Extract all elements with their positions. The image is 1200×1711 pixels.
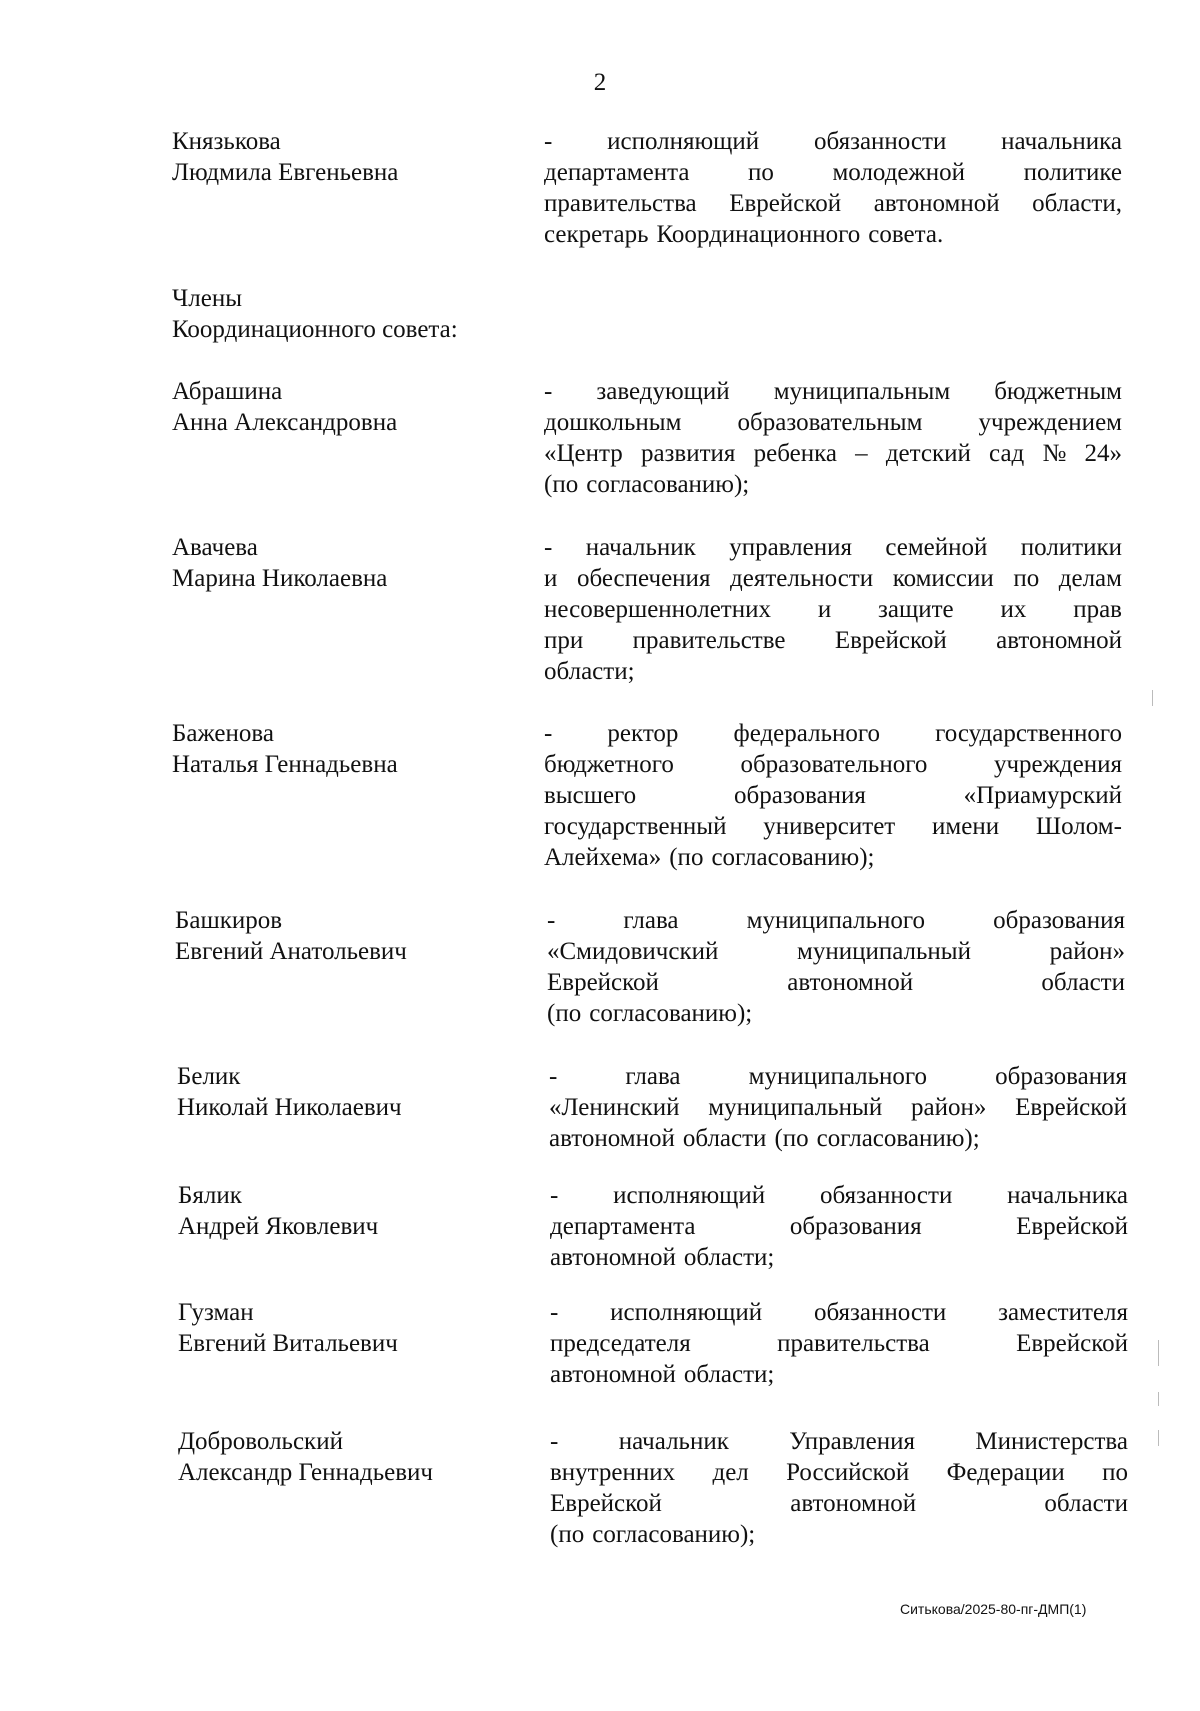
position-word: муниципальный (708, 1094, 883, 1121)
position-word: (по (550, 1521, 585, 1548)
position-word: образования (733, 782, 866, 809)
position-word: образовательного (740, 751, 928, 778)
position-word: области; (683, 1244, 775, 1271)
position-word: муниципального (746, 907, 926, 934)
position-word: и (817, 596, 832, 623)
position-word: 24» (1084, 440, 1122, 467)
position-word: председателя (550, 1330, 691, 1357)
position-word: области (1041, 969, 1125, 996)
position-word: государственный (544, 813, 727, 840)
position-word: обеспечения (576, 565, 711, 592)
member-position (544, 376, 1122, 500)
member-surname: Гузман (178, 1299, 254, 1326)
position-word: правительстве (632, 627, 786, 654)
position-word: Еврейской (1016, 1213, 1128, 1240)
position-line (544, 718, 1122, 749)
position-word: области; (683, 1361, 775, 1388)
position-word: - (544, 720, 553, 747)
position-line (544, 188, 1122, 219)
position-word: несовершеннолетних (544, 596, 771, 623)
position-word: заместителя (998, 1299, 1128, 1326)
position-word: обязанности (813, 128, 947, 155)
position-word: при (544, 627, 584, 654)
position-word: Министерства (975, 1428, 1128, 1455)
position-word: исполняющий (613, 1182, 766, 1209)
position-word: Еврейской (1016, 1330, 1128, 1357)
member-name (178, 1180, 378, 1242)
position-word: образования (789, 1213, 922, 1240)
position-line (544, 749, 1122, 780)
member-position (547, 905, 1125, 1029)
member-name (175, 905, 407, 967)
position-line (544, 469, 1122, 500)
member-position (544, 126, 1122, 250)
position-line (544, 157, 1122, 188)
scan-artifact (1158, 1340, 1159, 1366)
position-word: (по (547, 1000, 582, 1027)
position-word: дел (712, 1459, 749, 1486)
position-word: автономной (873, 190, 1000, 217)
member-position (544, 532, 1122, 687)
member-name (172, 376, 397, 438)
position-word: (по (544, 471, 579, 498)
position-word: согласованию); (592, 1521, 756, 1548)
position-word: политике (1023, 159, 1122, 186)
position-word: Алейхема» (544, 844, 662, 871)
position-line (550, 1242, 1128, 1273)
member-position (550, 1180, 1128, 1273)
member-given-names: Евгений Анатольевич (175, 938, 407, 965)
position-word: государственного (935, 720, 1122, 747)
position-word: - (550, 1182, 559, 1209)
member-surname: Князькова (172, 128, 281, 155)
position-word: совета. (868, 221, 944, 248)
position-word: район» (1049, 938, 1125, 965)
position-word: защите (878, 596, 954, 623)
position-word: департамента (550, 1213, 696, 1240)
position-word: начальника (1007, 1182, 1128, 1209)
position-word: бюджетным (994, 378, 1122, 405)
position-line (544, 594, 1122, 625)
member-surname: Башкиров (175, 907, 283, 934)
position-word: «Смидовичский (547, 938, 719, 965)
position-word: и (544, 565, 558, 592)
position-word: Еврейской (550, 1490, 662, 1517)
position-word: глава (625, 1063, 681, 1090)
position-word: имени (932, 813, 1000, 840)
position-word: заведующий (596, 378, 730, 405)
member-surname: Белик (177, 1063, 241, 1090)
position-word: Еврейской (547, 969, 659, 996)
position-line (549, 1123, 1127, 1154)
position-word: правительства (777, 1330, 930, 1357)
position-word: делам (1058, 565, 1122, 592)
position-word: семейной (885, 534, 988, 561)
position-word: образования (995, 1063, 1127, 1090)
member-position (544, 718, 1122, 873)
position-word: - (544, 534, 553, 561)
position-word: Федерации (946, 1459, 1065, 1486)
position-word: образовательным (737, 409, 923, 436)
position-word: муниципальным (773, 378, 951, 405)
document-code: Ситькова/2025-80-пг-ДМП(1) (900, 1601, 1087, 1617)
position-word: по (748, 159, 774, 186)
position-word: по (1102, 1459, 1128, 1486)
member-surname: Добровольский (178, 1428, 343, 1455)
position-line (547, 905, 1125, 936)
position-word: их (1000, 596, 1027, 623)
position-word: области; (544, 658, 635, 685)
position-line (550, 1519, 1128, 1550)
member-given-names: Александр Геннадьевич (178, 1459, 433, 1486)
position-word: муниципального (748, 1063, 928, 1090)
position-word: внутренних (550, 1459, 676, 1486)
position-word: начальник (585, 534, 696, 561)
position-word: ректор (607, 720, 679, 747)
position-word: обязанности (813, 1299, 947, 1326)
position-word: департамента (544, 159, 690, 186)
position-word: район» (910, 1094, 987, 1121)
position-word: начальник (618, 1428, 729, 1455)
position-line (544, 376, 1122, 407)
position-word: исполняющий (610, 1299, 763, 1326)
position-word: области (1044, 1490, 1128, 1517)
position-word: федерального (733, 720, 880, 747)
position-word: «Центр (544, 440, 623, 467)
position-word: - (550, 1299, 559, 1326)
position-word: прав (1073, 596, 1122, 623)
position-line (544, 438, 1122, 469)
member-position (550, 1297, 1128, 1390)
position-line (550, 1180, 1128, 1211)
member-name (178, 1426, 433, 1488)
member-position (550, 1426, 1128, 1550)
member-position (549, 1061, 1127, 1154)
position-line (549, 1092, 1127, 1123)
position-word: развития (640, 440, 736, 467)
members-heading (172, 283, 458, 345)
position-word: согласованию); (589, 1000, 753, 1027)
position-line (544, 532, 1122, 563)
position-word: ребенка (753, 440, 837, 467)
position-word: университет (763, 813, 896, 840)
page-number: 2 (593, 69, 607, 96)
position-word: - (547, 907, 556, 934)
position-word: обязанности (819, 1182, 953, 1209)
position-line (544, 219, 1122, 250)
position-word: учреждения (993, 751, 1122, 778)
position-word: бюджетного (544, 751, 674, 778)
position-word: – (855, 440, 868, 467)
position-line (550, 1359, 1128, 1390)
position-word: начальника (1001, 128, 1122, 155)
position-word: согласованию); (816, 1125, 980, 1152)
member-given-names: Людмила Евгеньевна (172, 159, 399, 186)
position-line (544, 126, 1122, 157)
position-word: автономной (550, 1244, 676, 1271)
members-heading-line: Члены (172, 285, 242, 312)
position-word: правительства (544, 190, 697, 217)
position-word: глава (623, 907, 679, 934)
position-line (544, 811, 1122, 842)
position-word: Еврейской (1015, 1094, 1127, 1121)
position-word: - (544, 128, 553, 155)
members-heading-line: Координационного совета: (172, 316, 458, 343)
position-word: дошкольным (544, 409, 682, 436)
position-word: области, (1032, 190, 1122, 217)
position-word: «Ленинский (549, 1094, 680, 1121)
member-surname: Баженова (172, 720, 274, 747)
member-name (177, 1061, 402, 1123)
position-word: автономной (787, 969, 914, 996)
position-line (547, 998, 1125, 1029)
member-given-names: Анна Александровна (172, 409, 398, 436)
position-word: комиссии (892, 565, 994, 592)
member-surname: Авачева (172, 534, 258, 561)
position-word: молодежной (832, 159, 966, 186)
member-surname: Бялик (178, 1182, 242, 1209)
position-line (544, 625, 1122, 656)
position-word: - (549, 1063, 558, 1090)
position-word: детский (885, 440, 971, 467)
member-given-names: Наталья Геннадьевна (172, 751, 398, 778)
member-given-names: Николай Николаевич (177, 1094, 402, 1121)
position-word: (по (669, 844, 704, 871)
position-line (550, 1297, 1128, 1328)
member-name (172, 126, 398, 188)
position-word: автономной (549, 1125, 675, 1152)
position-word: по (1013, 565, 1040, 592)
member-given-names: Евгений Витальевич (178, 1330, 398, 1357)
position-word: образования (993, 907, 1125, 934)
position-word: области (682, 1125, 767, 1152)
position-word: деятельности (730, 565, 874, 592)
position-word: - (544, 378, 553, 405)
position-word: Еврейской (729, 190, 842, 217)
member-surname: Абрашина (172, 378, 283, 405)
position-line (544, 563, 1122, 594)
position-word: учреждением (978, 409, 1122, 436)
position-word: высшего (544, 782, 637, 809)
position-word: Российской (786, 1459, 910, 1486)
position-line (547, 936, 1125, 967)
member-name (172, 718, 398, 780)
position-word: исполняющий (607, 128, 760, 155)
position-line (550, 1426, 1128, 1457)
position-word: - (550, 1428, 559, 1455)
position-word: согласованию); (711, 844, 875, 871)
position-word: Шолом- (1035, 813, 1122, 840)
position-word: муниципальный (797, 938, 971, 965)
member-name (178, 1297, 398, 1359)
scan-artifact (1158, 1430, 1159, 1446)
position-word: политики (1020, 534, 1122, 561)
position-word: «Приамурский (963, 782, 1122, 809)
position-word: Координационного (656, 221, 861, 248)
member-given-names: Марина Николаевна (172, 565, 388, 592)
scan-artifact (1158, 1392, 1159, 1406)
position-word: сад (989, 440, 1025, 467)
position-word: Управления (789, 1428, 916, 1455)
scan-artifact (1152, 690, 1153, 706)
member-name (172, 532, 387, 594)
position-line (550, 1457, 1128, 1488)
position-line (544, 780, 1122, 811)
position-line (550, 1211, 1128, 1242)
position-word: согласованию); (586, 471, 750, 498)
position-line (544, 407, 1122, 438)
position-word: управления (729, 534, 852, 561)
position-line (550, 1328, 1128, 1359)
position-word: № (1042, 440, 1067, 467)
position-word: автономной (550, 1361, 676, 1388)
position-word: секретарь (544, 221, 649, 248)
position-line (544, 656, 1122, 687)
member-given-names: Андрей Яковлевич (178, 1213, 379, 1240)
position-line (550, 1488, 1128, 1519)
position-word: автономной (790, 1490, 917, 1517)
position-line (544, 842, 1122, 873)
position-line (547, 967, 1125, 998)
position-word: (по (774, 1125, 809, 1152)
position-word: автономной (996, 627, 1122, 654)
position-word: Еврейской (834, 627, 947, 654)
position-line (549, 1061, 1127, 1092)
